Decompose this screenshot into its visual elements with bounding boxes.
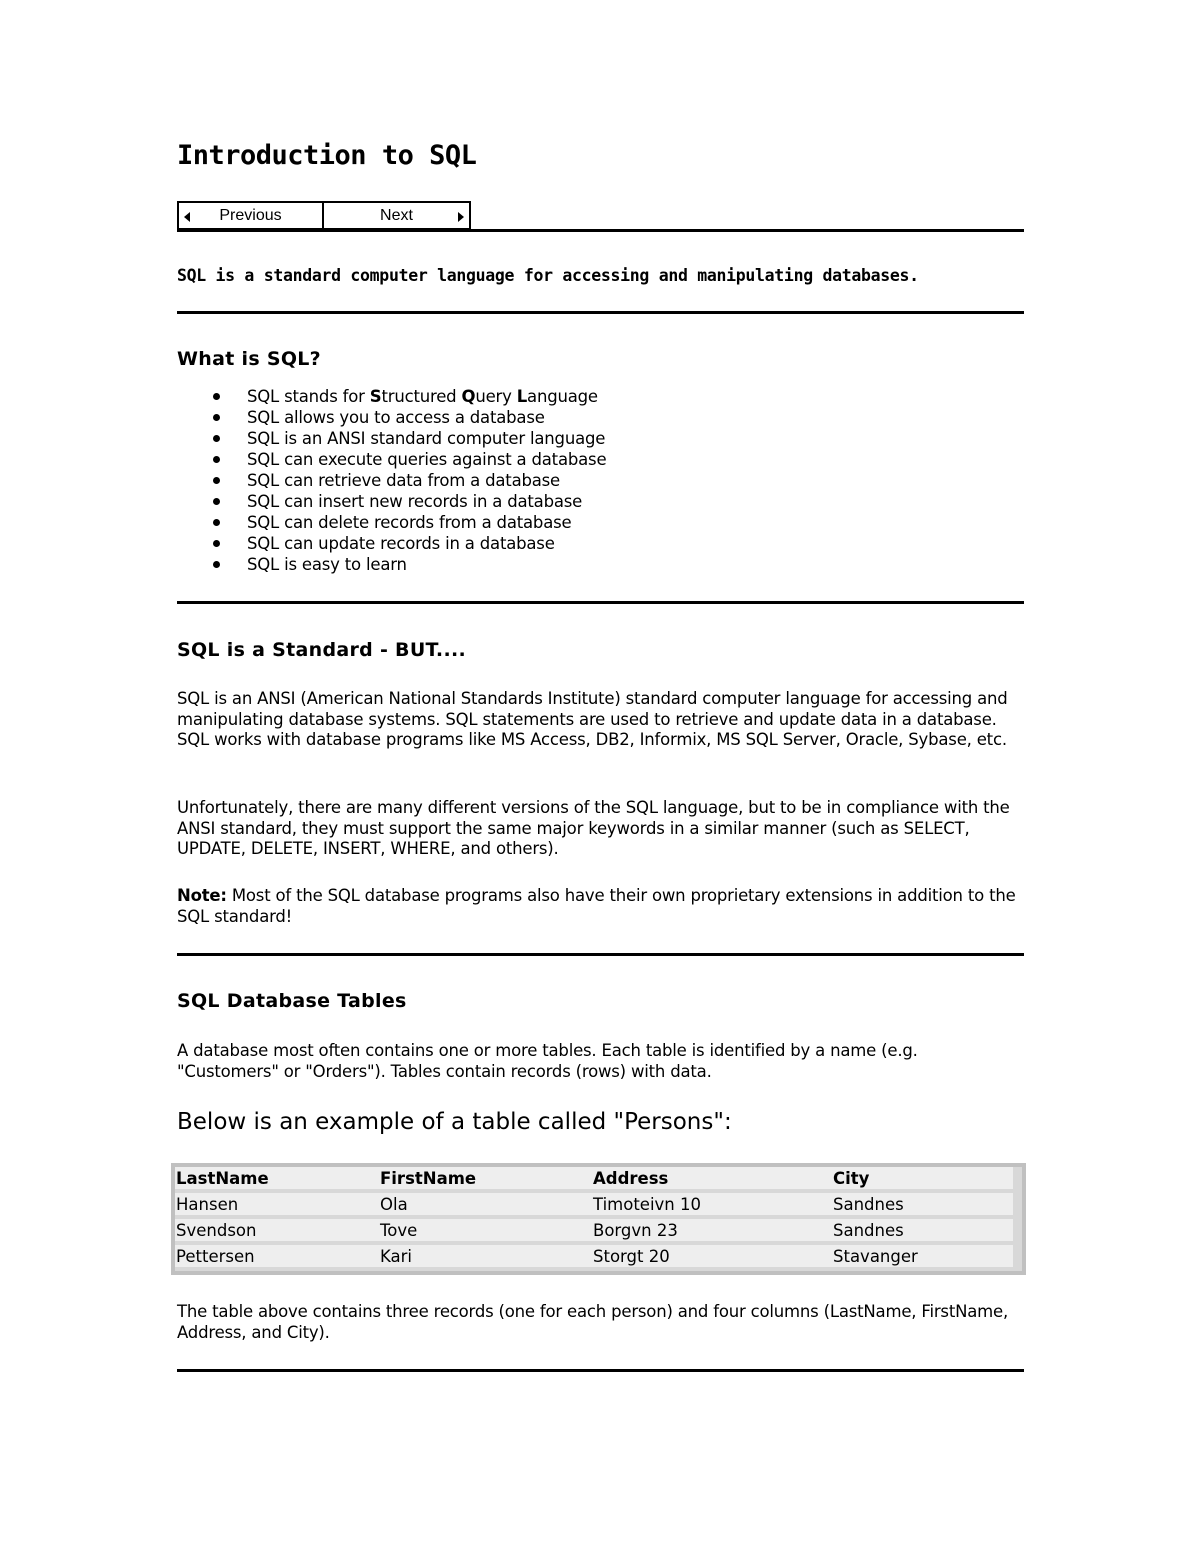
paragraph: The table above contains three records (one for each person) and four columns (LastName, FirstName, Address, and City).: [177, 1302, 1009, 1342]
table-row: [175, 1219, 1013, 1241]
section-heading-what-is-sql: What is SQL?: [177, 348, 322, 370]
divider: [177, 953, 1024, 956]
divider: [177, 311, 1024, 314]
list-item: SQL can retrieve data from a database: [213, 471, 606, 492]
note-text: Most of the SQL database programs also have their own proprietary extensions in addition to the SQL standard!: [177, 886, 1016, 926]
table-cell: Kari: [379, 1245, 592, 1267]
table-cell: Timoteivn 10: [592, 1193, 832, 1215]
column-header: Address: [592, 1167, 832, 1189]
table-cell: Ola: [379, 1193, 592, 1215]
previous-label: Previous: [219, 206, 282, 224]
list-item: SQL can execute queries against a database: [213, 450, 606, 471]
divider: [177, 229, 1024, 232]
list-item: SQL is an ANSI standard computer language: [213, 429, 606, 450]
arrow-left-icon: [184, 212, 190, 222]
list-item: SQL is easy to learn: [213, 555, 606, 576]
table-row: [175, 1193, 1013, 1215]
table-cell: Sandnes: [832, 1193, 1013, 1215]
list-item: SQL can update records in a database: [213, 534, 606, 555]
table-cell: Sandnes: [832, 1219, 1013, 1241]
note-label: Note:: [177, 886, 227, 905]
list-item: SQL stands for Structured Query Language: [213, 387, 606, 408]
table-cell: Storgt 20: [592, 1245, 832, 1267]
section-heading-standard: SQL is a Standard - BUT....: [177, 639, 467, 661]
divider: [177, 1369, 1024, 1372]
section-heading-tables: SQL Database Tables: [177, 990, 407, 1012]
column-header: City: [832, 1167, 1013, 1189]
paragraph: SQL is an ANSI (American National Standards Institute) standard computer language for accessing and manipulating database systems. SQL statements are used to retrieve and update data in a database. SQL works with database programs like MS Access, DB2, Informix, MS SQL Server, Oracle, Sybase, etc.: [177, 689, 1008, 749]
table-cell: Svendson: [175, 1219, 379, 1241]
note-paragraph: [177, 886, 1024, 927]
column-header: LastName: [175, 1167, 379, 1189]
table-cell: Pettersen: [175, 1245, 379, 1267]
table-cell: Borgvn 23: [592, 1219, 832, 1241]
lead-sentence: SQL is a standard computer language for accessing and manipulating databases.: [177, 266, 919, 285]
column-header: FirstName: [379, 1167, 592, 1189]
table-cell: Stavanger: [832, 1245, 1013, 1267]
list-item: SQL can delete records from a database: [213, 513, 606, 534]
table-row: [175, 1245, 1013, 1267]
arrow-right-icon: [458, 212, 464, 222]
list-item: SQL can insert new records in a database: [213, 492, 606, 513]
next-label: Next: [380, 206, 413, 224]
paragraph: A database most often contains one or more tables. Each table is identified by a name (e.g. "Customers" or "Orders"). Tables contain records (rows) with data.: [177, 1041, 918, 1081]
page-title: Introduction to SQL: [177, 140, 477, 171]
table-header-row: [175, 1167, 1013, 1189]
previous-button[interactable]: [177, 201, 324, 230]
paragraph: Unfortunately, there are many different versions of the SQL language, but to be in compliance with the ANSI standard, they must support the same major keywords in a similar manner (such as SELECT, UPDATE, DELETE, INSERT, WHERE, and others).: [177, 798, 1010, 858]
table-cell: Hansen: [175, 1193, 379, 1215]
persons-table: [175, 1163, 1013, 1271]
list-item: SQL allows you to access a database: [213, 408, 606, 429]
persons-table-frame: [171, 1163, 1026, 1275]
sql-features-list: [213, 387, 606, 576]
nav-buttons: [177, 201, 471, 229]
divider: [177, 601, 1024, 604]
table-cell: Tove: [379, 1219, 592, 1241]
example-heading: Below is an example of a table called "Persons":: [177, 1109, 732, 1135]
next-button[interactable]: [324, 201, 471, 230]
